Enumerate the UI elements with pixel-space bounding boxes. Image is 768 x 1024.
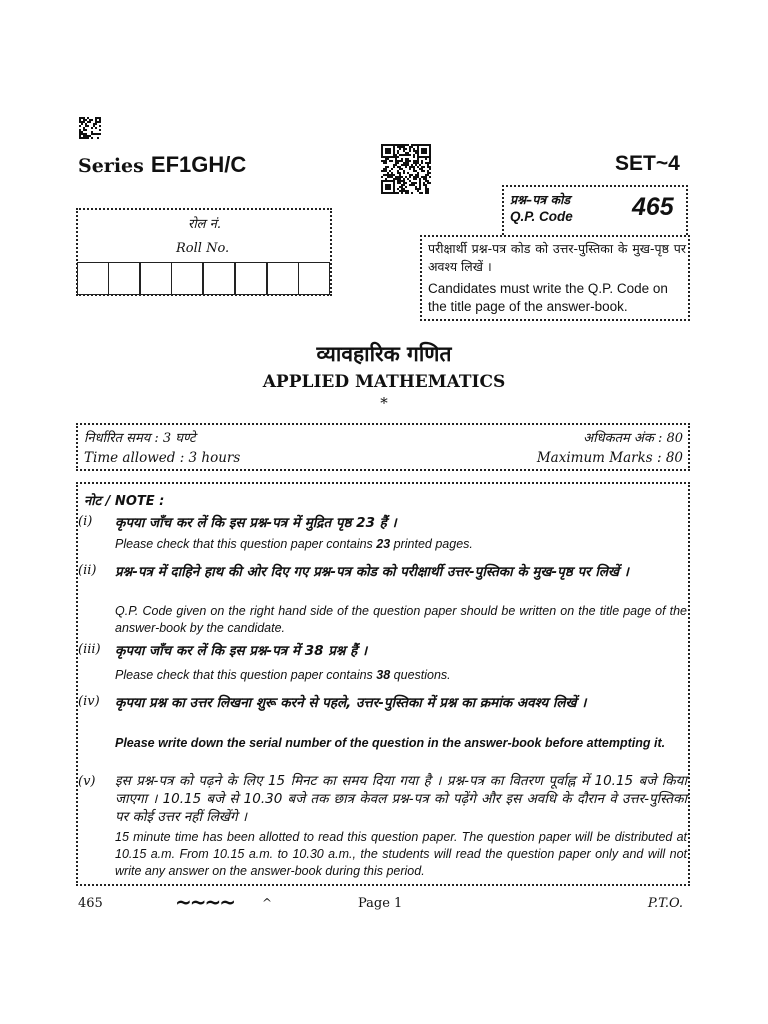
roll-cell[interactable]	[267, 262, 299, 295]
marks-hindi: अधिकतम अंक : 80	[583, 431, 683, 446]
note-english-text: printed pages.	[390, 537, 473, 551]
note-english: 15 minute time has been allotted to read this question paper. The question paper will be distributed at 10.15 a.m. From 10.15 a.m. to 10.30 a.m., the students will read the question paper only and will not write any answer on the answer-book during this period.	[115, 830, 687, 878]
note-hindi: इस प्रश्न-पत्र को पढ़ने के लिए 15 मिनट का समय दिया गया है । प्रश्न-पत्र का वितरण पूर्वाह्न में 10.15 बजे किया जाएगा । 10.15 बजे से 10.30 बजे तक छात्र केवल प्रश्न-पत्र को पढ़ेंगे और इस अवधि के दौरान वे उत्तर-पुस्तिका पर कोई उत्तर नहीं लिखेंगे ।	[115, 773, 687, 825]
note-hindi: कृपया जाँच कर लें कि इस प्रश्न-पत्र में 38 प्रश्न हैं ।	[115, 643, 368, 659]
note-number: (ii)	[78, 563, 97, 578]
note-english-text: questions.	[390, 668, 451, 682]
title-hindi: व्यावहारिक गणित	[316, 342, 452, 366]
set-label: SET~4	[615, 152, 680, 175]
series-prefix: Series	[78, 155, 144, 177]
note-english: Please write down the serial number of the question in the answer-book before attempting it.	[115, 736, 666, 750]
note-hindi: प्रश्न-पत्र में दाहिने हाथ की ओर दिए गए प्रश्न-पत्र कोड को परीक्षार्थी उत्तर-पुस्तिका के मुख-पृष्ठ पर लिखें ।	[115, 564, 629, 580]
qr-code	[381, 144, 431, 194]
qp-code-value: 465	[632, 193, 674, 221]
roll-cell[interactable]	[140, 262, 172, 295]
pto-label: P.T.O.	[647, 896, 683, 911]
note-hindi: कृपया प्रश्न का उत्तर लिखना शुरू करने से पहले, उत्तर-पुस्तिका में प्रश्न का क्रमांक अवश्य लिखें ।	[115, 695, 587, 711]
note-english	[115, 536, 687, 553]
roll-cell[interactable]	[235, 262, 267, 295]
title-star: *	[380, 394, 388, 412]
small-qr-code	[79, 117, 101, 139]
series-code: EF1GH/C	[150, 152, 247, 177]
roll-cell[interactable]	[77, 262, 109, 295]
footer-caret: ^	[262, 896, 273, 910]
note-english: Q.P. Code given on the right hand side of the question paper should be written on the title page of the answer-book by the candidate.	[115, 604, 687, 635]
time-hindi: निर्धारित समय : 3 घण्टे	[84, 431, 196, 446]
page-number: Page 1	[358, 896, 403, 911]
roll-cell[interactable]	[108, 262, 140, 295]
series-line	[78, 152, 246, 178]
time-english: Time allowed : 3 hours	[84, 450, 241, 466]
note-hindi: कृपया जाँच कर लें कि इस प्रश्न-पत्र में मुद्रित पृष्ठ 23 हैं ।	[115, 515, 397, 531]
footer-code: 465	[78, 896, 103, 911]
roll-cell[interactable]	[203, 262, 235, 295]
qp-code-english: Q.P. Code	[510, 209, 573, 224]
note-english-text: Please check that this question paper contains	[115, 668, 377, 682]
note-number: (v)	[78, 774, 96, 789]
question-count: 38	[376, 668, 391, 682]
qp-instruction-english: Candidates must write the Q.P. Code on the title page of the answer-book.	[428, 281, 668, 314]
note-number: (i)	[78, 514, 93, 529]
roll-label-english: Roll No.	[176, 241, 230, 256]
qp-instruction-hindi: परीक्षार्थी प्रश्न-पत्र कोड को उत्तर-पुस्तिका के मुख-पृष्ठ पर अवश्य लिखें ।	[428, 241, 686, 274]
note-number: (iv)	[78, 694, 100, 709]
note-number: (iii)	[78, 642, 101, 657]
note-english-text: Please check that this question paper contains	[115, 537, 377, 551]
roll-cell[interactable]	[171, 262, 203, 295]
note-heading: नोट / NOTE :	[84, 494, 165, 509]
footer-squiggle: ~~~~	[175, 890, 235, 914]
note-english	[115, 667, 687, 684]
qp-code-hindi: प्रश्न–पत्र कोड	[510, 192, 571, 207]
roll-label-hindi: रोल नं.	[188, 217, 221, 232]
roll-cell[interactable]	[298, 262, 330, 295]
marks-english: Maximum Marks : 80	[536, 450, 683, 466]
title-english: APPLIED MATHEMATICS	[262, 372, 506, 392]
page-count: 23	[376, 537, 391, 551]
